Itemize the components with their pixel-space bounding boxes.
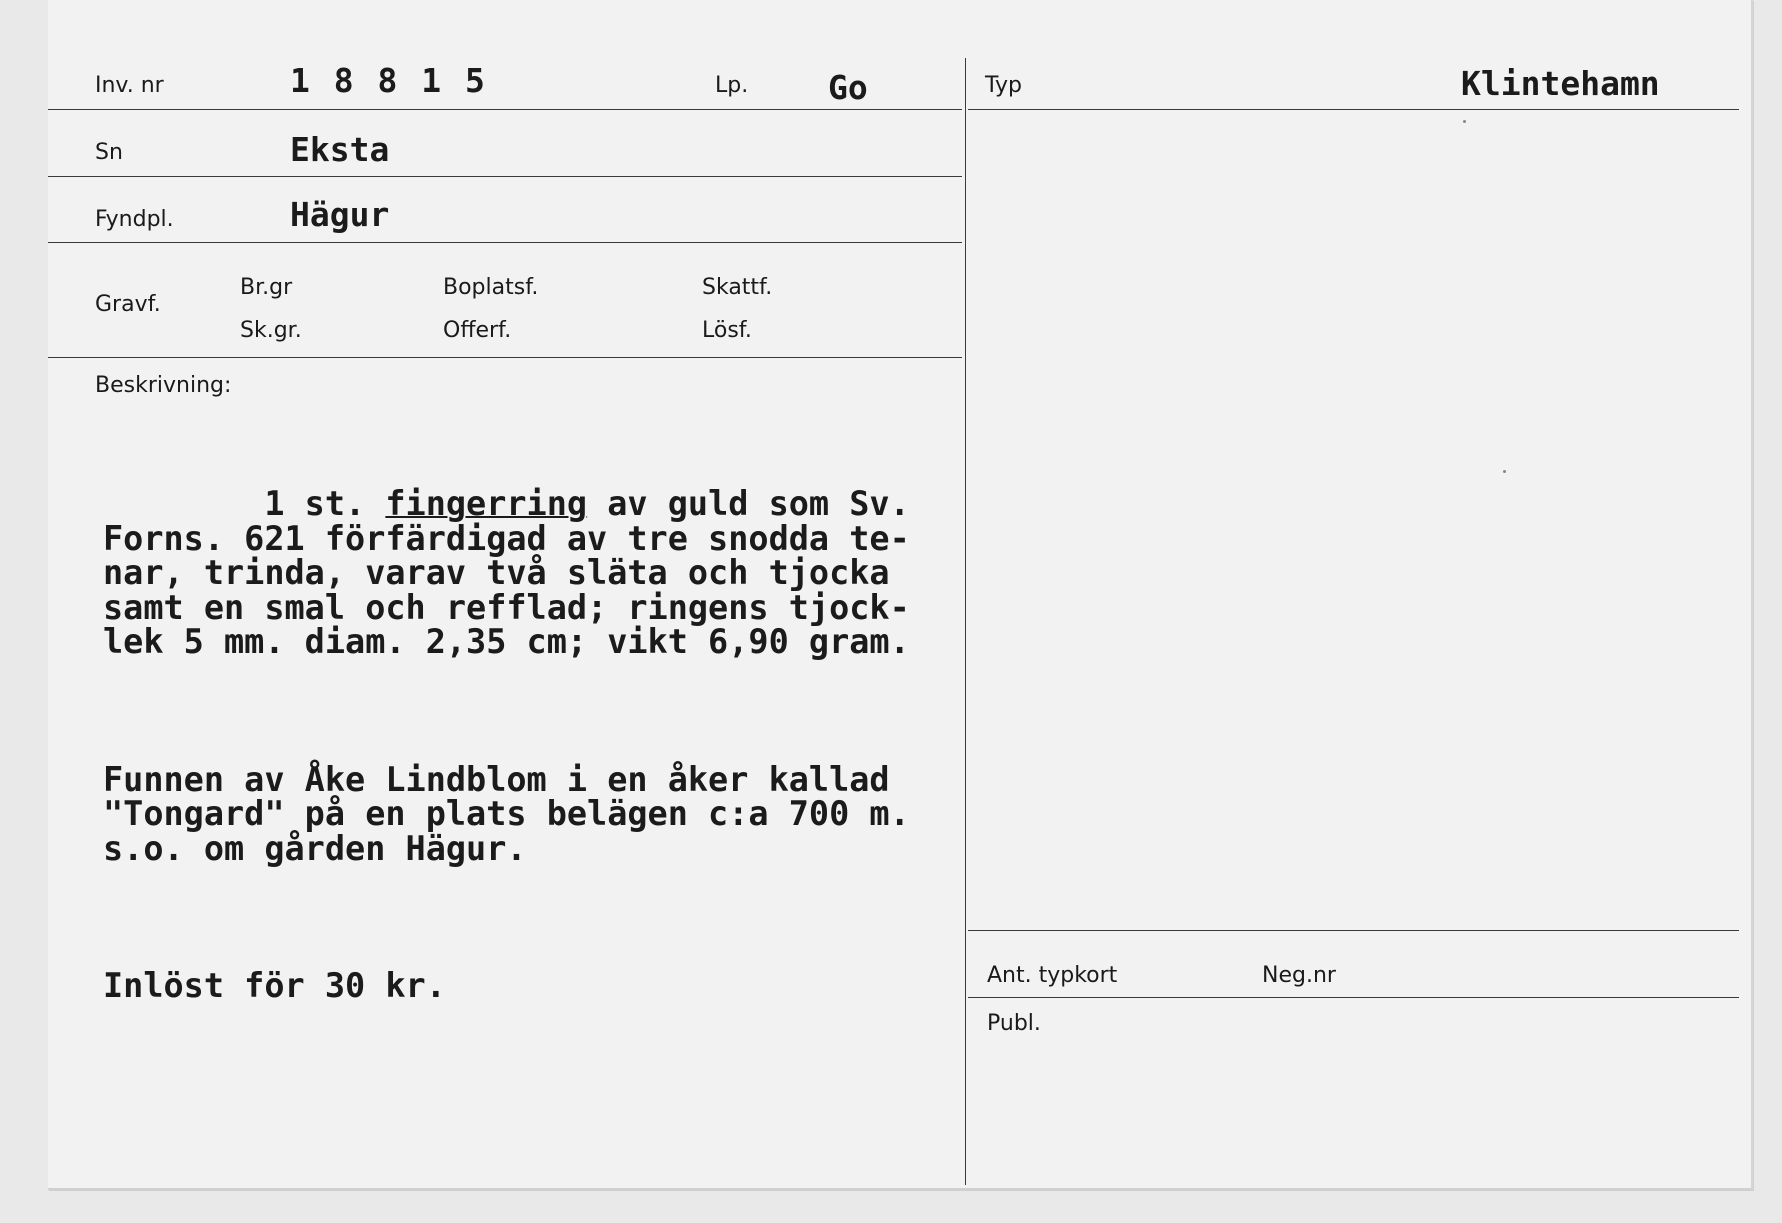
description-line: "Tongard" på en plats belägen c:a 700 m. [103, 794, 910, 833]
fyndpl-label: Fyndpl. [95, 207, 174, 232]
neg-nr-label: Neg.nr [1262, 963, 1336, 988]
rule-fyndpl [48, 242, 962, 243]
typ-value: Klintehamn [1461, 64, 1660, 103]
ant-typkort-label: Ant. typkort [987, 963, 1118, 988]
rule-inv [48, 109, 962, 110]
description-paragraph-3 [103, 966, 910, 1005]
sn-value: Eksta [290, 130, 390, 169]
description-line: nar, trinda, varav två släta och tjocka [103, 553, 890, 592]
rule-typ [968, 109, 1739, 110]
losf-label: Lösf. [702, 318, 752, 343]
rule-gravf [48, 357, 962, 358]
gravf-label: Gravf. [95, 292, 161, 317]
beskrivning-label: Beskrivning: [95, 373, 232, 398]
skattf-label: Skattf. [702, 275, 773, 300]
sn-label: Sn [95, 140, 123, 165]
description-line: Funnen av Åke Lindblom i en åker kallad [103, 759, 890, 799]
rule-publ-top [968, 997, 1739, 998]
description-line-1-pre: 1 st. [103, 484, 386, 523]
description-paragraph-1 [103, 484, 910, 661]
lp-value: Go [828, 68, 868, 107]
speck [1463, 120, 1466, 123]
lp-label: Lp. [715, 73, 749, 98]
skgr-label: Sk.gr. [240, 318, 302, 343]
inv-nr-label: Inv. nr [95, 73, 164, 98]
speck [1503, 470, 1506, 473]
description-line: s.o. om gården Hägur. [103, 828, 527, 868]
fingerring-underlined: fingerring [385, 484, 588, 523]
description-line: samt en smal och refflad; ringens tjock- [103, 587, 910, 627]
description-line: lek 5 mm. diam. 2,35 cm; vikt 6,90 gram. [103, 622, 910, 661]
description-paragraph-2 [103, 759, 910, 868]
brgr-label: Br.gr [240, 275, 293, 300]
boplatsf-label: Boplatsf. [443, 275, 539, 300]
offerf-label: Offerf. [443, 318, 512, 343]
rule-sn [48, 176, 962, 177]
typ-label: Typ [985, 73, 1022, 98]
column-divider [965, 58, 966, 1185]
publ-label: Publ. [987, 1011, 1041, 1036]
description-line-1-post: av guld som Sv. [587, 484, 910, 523]
description-text [103, 418, 910, 1038]
rule-ant-typkort-top [968, 930, 1739, 931]
description-line: Forns. 621 förfärdigad av tre snodda te- [103, 518, 910, 558]
fyndpl-value: Hägur [290, 195, 390, 234]
inv-nr-value: 1 8 8 1 5 [290, 61, 487, 100]
description-line: Inlöst för 30 kr. [103, 966, 446, 1005]
